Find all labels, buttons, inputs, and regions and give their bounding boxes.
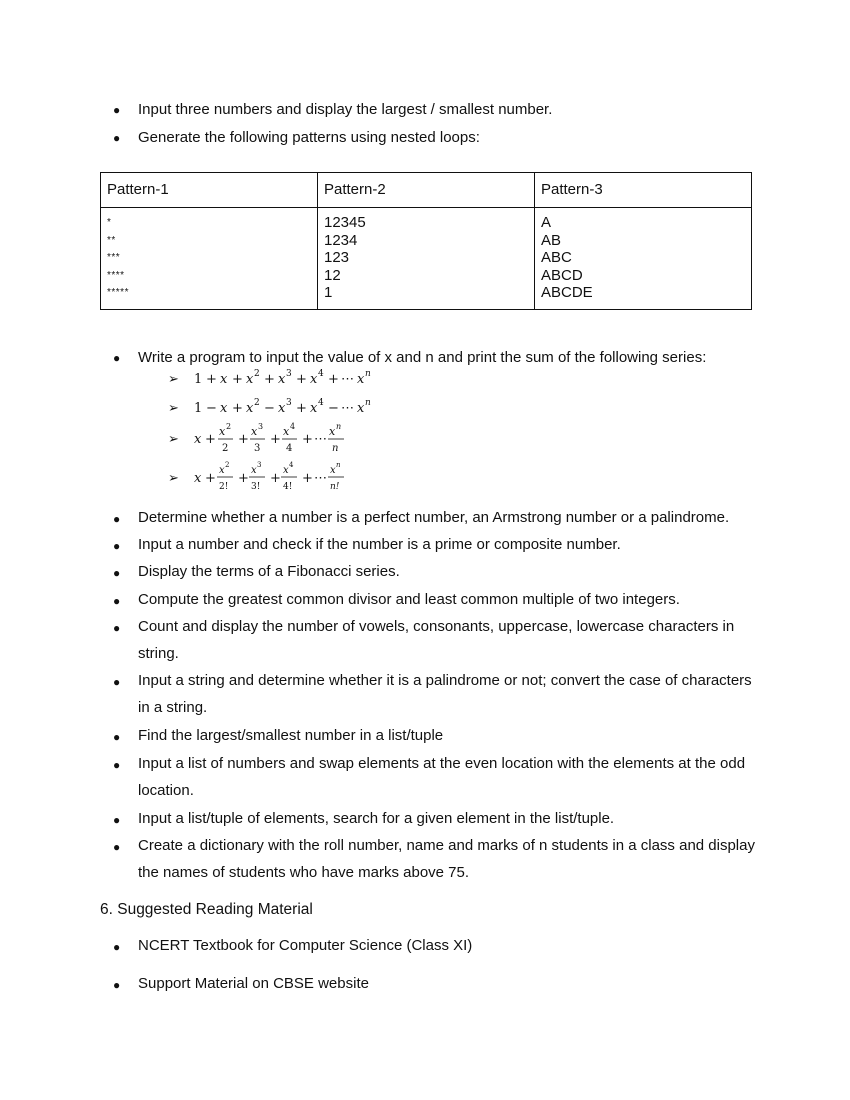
svg-text:−: − xyxy=(264,401,275,416)
svg-text:2: 2 xyxy=(222,443,229,454)
svg-text:2!: 2! xyxy=(219,482,229,492)
svg-text:x: x xyxy=(329,425,336,438)
bullet-icon: ● xyxy=(113,351,121,365)
table-row xyxy=(101,208,752,310)
svg-text:n: n xyxy=(365,398,371,408)
svg-text:4: 4 xyxy=(289,461,294,469)
svg-text:x: x xyxy=(194,471,202,486)
pattern-line: ABCD xyxy=(541,266,583,284)
bullet-icon: ● xyxy=(113,730,121,744)
svg-text:x: x xyxy=(278,401,286,416)
bullet-icon: ● xyxy=(113,512,121,526)
svg-text:+: + xyxy=(205,432,216,447)
pattern-line: * xyxy=(107,217,112,228)
pattern-3-cell xyxy=(535,208,752,310)
column-header: Pattern-3 xyxy=(535,173,752,208)
svg-text:⋯: ⋯ xyxy=(341,372,354,387)
svg-text:x: x xyxy=(310,372,318,387)
series-formula-3 xyxy=(194,421,394,461)
list-item: Input a list of numbers and swap elements at the even location with the elements at the odd location. xyxy=(138,755,746,799)
formula-svg xyxy=(194,421,394,457)
bullet-icon: ● xyxy=(113,566,121,580)
column-header: Pattern-2 xyxy=(318,173,535,208)
svg-text:x: x xyxy=(357,401,365,416)
pattern-line: 12 xyxy=(324,266,341,284)
bullet-icon: ● xyxy=(113,813,121,827)
svg-text:x: x xyxy=(246,372,254,387)
svg-text:x: x xyxy=(194,432,202,447)
bullet-icon: ● xyxy=(113,940,121,954)
svg-text:x: x xyxy=(220,372,228,387)
svg-text:n: n xyxy=(336,422,342,431)
bullet-icon: ● xyxy=(113,103,121,117)
patterns-table xyxy=(100,172,752,310)
svg-text:1: 1 xyxy=(194,401,203,416)
svg-text:+: + xyxy=(296,372,307,387)
svg-text:n: n xyxy=(332,443,339,454)
formula-svg xyxy=(194,366,394,390)
formula-svg xyxy=(194,395,394,419)
svg-text:+: + xyxy=(270,432,281,447)
pattern-line: 123 xyxy=(324,249,350,266)
series-formula-4 xyxy=(194,459,394,501)
pattern-line: **** xyxy=(107,269,125,281)
pattern-line: ***** xyxy=(107,287,129,298)
list-item: Input a list/tuple of elements, search for a given element in the list/tuple. xyxy=(138,810,615,827)
list-item: NCERT Textbook for Computer Science (Class XI) xyxy=(138,937,473,954)
svg-text:−: − xyxy=(206,401,217,416)
svg-text:x: x xyxy=(283,425,290,438)
svg-text:⋯: ⋯ xyxy=(314,471,327,486)
svg-text:3: 3 xyxy=(257,461,262,469)
series-formula-2 xyxy=(194,395,394,423)
bullet-icon: ● xyxy=(113,840,121,854)
column-header: Pattern-1 xyxy=(101,173,318,208)
pattern-line: 1 xyxy=(324,284,333,301)
svg-text:n: n xyxy=(365,369,371,379)
table-header-row xyxy=(101,173,752,208)
svg-text:n: n xyxy=(336,461,341,469)
pattern-line: ABC xyxy=(541,249,572,266)
bullet-icon: ● xyxy=(113,131,121,145)
pattern-1-cell xyxy=(101,208,318,310)
svg-text:+: + xyxy=(270,471,281,486)
bullet-icon: ● xyxy=(113,621,121,635)
list-item: Display the terms of a Fibonacci series. xyxy=(138,563,400,580)
svg-text:x: x xyxy=(219,425,226,438)
pattern-line: 1234 xyxy=(324,231,358,249)
svg-text:1: 1 xyxy=(194,372,203,387)
arrow-bullet-icon: ➢ xyxy=(168,400,179,415)
svg-text:+: + xyxy=(232,372,243,387)
pattern-line: ** xyxy=(107,234,116,246)
pattern-2-cell xyxy=(318,208,535,310)
svg-text:x: x xyxy=(357,372,365,387)
svg-text:+: + xyxy=(238,471,249,486)
svg-text:x: x xyxy=(278,372,286,387)
svg-text:4: 4 xyxy=(318,398,324,408)
bullet-icon: ● xyxy=(113,539,121,553)
section-heading: 6. Suggested Reading Material xyxy=(100,901,313,918)
svg-text:+: + xyxy=(264,372,275,387)
formula-svg xyxy=(194,459,394,497)
svg-text:4: 4 xyxy=(286,443,293,454)
svg-text:2: 2 xyxy=(226,422,232,431)
svg-text:⋯: ⋯ xyxy=(341,401,354,416)
svg-text:4!: 4! xyxy=(283,482,293,492)
svg-text:4: 4 xyxy=(290,422,296,431)
svg-text:3: 3 xyxy=(286,369,292,379)
bullet-icon: ● xyxy=(113,675,121,689)
series-intro: Write a program to input the value of x and n and print the sum of the following series: xyxy=(138,349,707,366)
list-item: Count and display the number of vowels, consonants, uppercase, lowercase characters in string. xyxy=(138,618,735,662)
svg-text:n!: n! xyxy=(330,482,340,492)
svg-text:x: x xyxy=(246,401,254,416)
svg-text:+: + xyxy=(296,401,307,416)
pattern-line: *** xyxy=(107,252,121,263)
pattern-line: ABCDE xyxy=(541,284,593,301)
pattern-line: A xyxy=(541,214,552,231)
svg-text:+: + xyxy=(238,432,249,447)
svg-text:x: x xyxy=(283,465,289,476)
arrow-bullet-icon: ➢ xyxy=(168,431,179,446)
list-item: Support Material on CBSE website xyxy=(138,975,369,992)
svg-text:+: + xyxy=(232,401,243,416)
svg-text:−: − xyxy=(328,401,339,416)
svg-text:+: + xyxy=(302,432,313,447)
list-item: Create a dictionary with the roll number, name and marks of n students in a class and display the names of students who have marks above 75. xyxy=(138,837,755,881)
svg-text:⋯: ⋯ xyxy=(314,432,327,447)
list-item: Compute the greatest common divisor and least common multiple of two integers. xyxy=(138,591,680,608)
svg-text:+: + xyxy=(302,471,313,486)
series-formula-1 xyxy=(194,366,394,394)
svg-text:+: + xyxy=(328,372,339,387)
list-item: Input three numbers and display the largest / smallest number. xyxy=(138,101,553,118)
svg-text:x: x xyxy=(220,401,228,416)
pattern-line: AB xyxy=(541,231,562,249)
bullet-icon: ● xyxy=(113,594,121,608)
arrow-bullet-icon: ➢ xyxy=(168,371,179,386)
list-item: Input a number and check if the number is a prime or composite number. xyxy=(138,536,621,553)
bullet-icon: ● xyxy=(113,758,121,772)
svg-text:3: 3 xyxy=(286,398,292,408)
svg-text:x: x xyxy=(330,465,336,476)
list-item: Generate the following patterns using nested loops: xyxy=(138,129,480,146)
svg-text:3: 3 xyxy=(258,422,264,431)
svg-text:x: x xyxy=(251,465,257,476)
svg-text:3!: 3! xyxy=(251,482,261,492)
svg-text:x: x xyxy=(251,425,258,438)
arrow-bullet-icon: ➢ xyxy=(168,470,179,485)
list-item: Input a string and determine whether it is a palindrome or not; convert the case of characters in a string. xyxy=(138,672,752,716)
svg-text:x: x xyxy=(219,465,225,476)
svg-text:+: + xyxy=(205,471,216,486)
bullet-icon: ● xyxy=(113,978,121,992)
svg-text:4: 4 xyxy=(318,369,324,379)
list-item: Find the largest/smallest number in a list/tuple xyxy=(138,727,444,744)
svg-text:2: 2 xyxy=(254,398,260,408)
svg-text:3: 3 xyxy=(254,443,261,454)
svg-text:2: 2 xyxy=(254,369,260,379)
svg-text:+: + xyxy=(206,372,217,387)
pattern-line: 12345 xyxy=(324,214,366,231)
svg-text:x: x xyxy=(310,401,318,416)
list-item: Determine whether a number is a perfect number, an Armstrong number or a palindrome. xyxy=(138,509,730,526)
svg-text:2: 2 xyxy=(225,461,230,469)
